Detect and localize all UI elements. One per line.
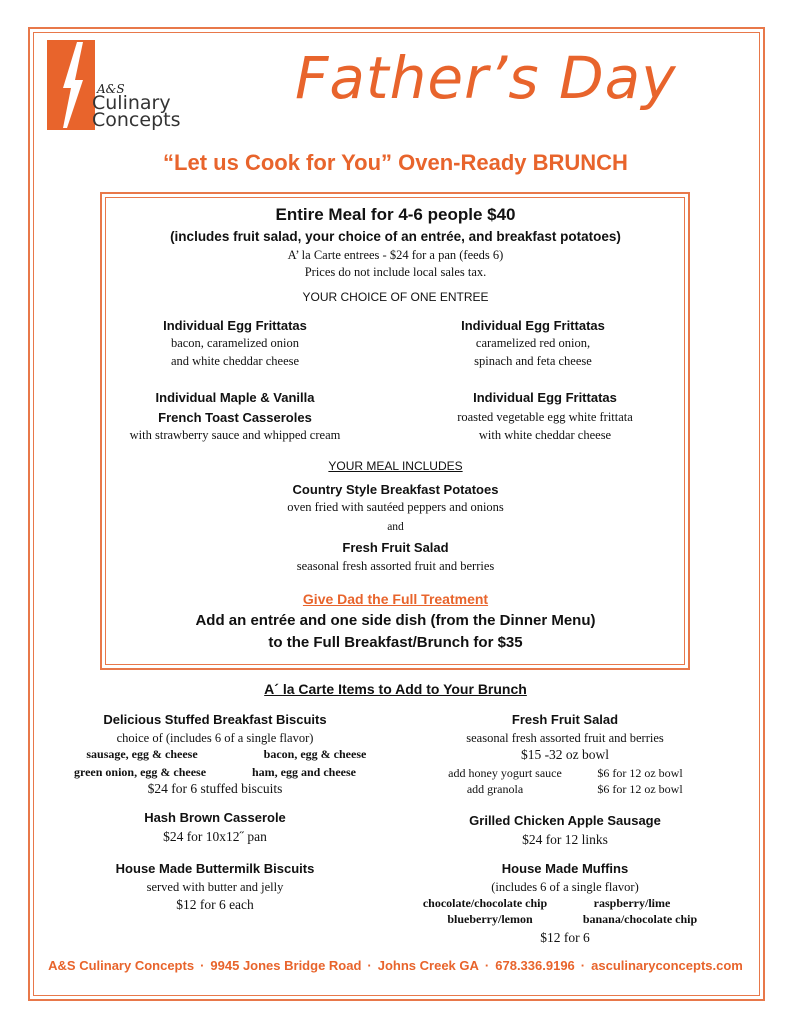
hashbrown-price: $24 for 10x12˝ pan	[163, 829, 267, 844]
entree-1-desc2: and white cheddar cheese	[170, 354, 300, 368]
entree-3-name: Individual Maple & Vanilla	[155, 390, 315, 405]
entree-2-desc2: spinach and feta cheese	[474, 354, 592, 368]
biscuit-flavor: ham, egg and cheese	[252, 765, 356, 779]
footer-separator: ·	[580, 958, 586, 973]
logo-ampersand: A&S	[97, 82, 125, 96]
entree-2-desc1: caramelized red onion,	[475, 336, 591, 350]
footer-separator: ·	[200, 958, 205, 973]
sausage-name: Grilled Chicken Apple Sausage	[469, 813, 661, 828]
meal-includes: (includes fruit salad, your choice of an entrée, and breakfast potatoes)	[170, 229, 621, 244]
muffin-flavor: blueberry/lemon	[447, 912, 533, 926]
treatment-line1: Add an entrée and one side dish (from the Dinner Menu)	[195, 612, 596, 629]
and-text: and	[387, 521, 404, 533]
page-title: Father’s Day	[295, 44, 677, 112]
muffin-flavor: banana/chocolate chip	[582, 912, 698, 926]
company-logo	[47, 40, 222, 132]
potatoes-name: Country Style Breakfast Potatoes	[292, 482, 499, 497]
fruit-salad-name: Fresh Fruit Salad	[342, 540, 449, 555]
muffin-flavor: chocolate/chocolate chip	[422, 896, 548, 910]
biscuit-flavor: green onion, egg & cheese	[73, 765, 207, 779]
muffin-flavor: raspberry/lime	[593, 896, 671, 910]
muffins-price: $12 for 6	[540, 930, 590, 945]
footer-contact	[0, 958, 791, 973]
alacarte-entree-price: A’ la Carte entrees - $24 for a pan (feeds 6)	[287, 248, 504, 262]
logo-mark-icon	[47, 40, 95, 130]
muffins-name: House Made Muffins	[501, 861, 629, 876]
fruit-salad-desc: seasonal fresh assorted fruit and berries	[296, 559, 495, 573]
choice-heading: YOUR CHOICE OF ONE ENTREE	[302, 290, 489, 304]
entree-4-desc1: roasted vegetable egg white frittata	[457, 410, 633, 424]
entree-1-desc1: bacon, caramelized onion	[170, 336, 300, 350]
footer-address: 9945 Jones Bridge Road	[210, 958, 362, 973]
fruit-addon1: add honey yogurt sauce	[448, 766, 562, 780]
buttermilk-desc: served with butter and jelly	[146, 880, 284, 894]
treatment-line2: to the Full Breakfast/Brunch for $35	[268, 634, 523, 651]
footer-phone[interactable]: 678.336.9196	[495, 958, 575, 973]
footer-separator: ·	[367, 958, 372, 973]
meal-headline: Entire Meal for 4-6 people $40	[275, 205, 516, 224]
biscuit-flavor: sausage, egg & cheese	[86, 747, 198, 761]
potatoes-desc: oven fried with sautéed peppers and onions	[287, 500, 504, 514]
entree-3-name2: French Toast Casseroles	[158, 410, 312, 425]
fruit-addon2-price: $6 for 12 oz bowl	[597, 782, 683, 796]
tax-note: Prices do not include local sales tax.	[304, 265, 487, 279]
fruit-addon1-price: $6 for 12 oz bowl	[597, 766, 683, 780]
logo-text-concepts: Concepts	[92, 109, 181, 131]
alacarte-fruit-desc: seasonal fresh assorted fruit and berries	[466, 731, 664, 745]
muffins-desc: (includes 6 of a single flavor)	[491, 880, 639, 894]
buttermilk-name: House Made Buttermilk Biscuits	[115, 861, 315, 876]
biscuits-name: Delicious Stuffed Breakfast Biscuits	[103, 712, 327, 727]
entree-3-desc1: with strawberry sauce and whipped cream	[129, 428, 341, 442]
alacarte-fruit-name: Fresh Fruit Salad	[511, 712, 619, 727]
footer-company: A&S Culinary Concepts	[48, 958, 195, 973]
entree-4-name: Individual Egg Frittatas	[473, 390, 617, 405]
page-subtitle: “Let us Cook for You” Oven-Ready BRUNCH	[163, 150, 628, 175]
entree-4-desc2: with white cheddar cheese	[478, 428, 612, 442]
footer-city: Johns Creek GA	[377, 958, 479, 973]
entree-2-name: Individual Egg Frittatas	[461, 318, 605, 333]
logo-text-culinary: Culinary	[92, 92, 171, 114]
alacarte-fruit-price: $15 -32 oz bowl	[520, 747, 610, 762]
entree-1-name: Individual Egg Frittatas	[163, 318, 307, 333]
biscuits-price: $24 for 6 stuffed biscuits	[147, 781, 283, 796]
biscuits-desc: choice of (includes 6 of a single flavor)	[116, 731, 314, 745]
includes-heading: YOUR MEAL INCLUDES	[328, 459, 463, 473]
full-treatment-link[interactable]: Give Dad the Full Treatment	[302, 591, 489, 607]
buttermilk-price: $12 for 6 each	[176, 897, 254, 912]
hashbrown-name: Hash Brown Casserole	[144, 810, 286, 825]
fruit-addon2: add granola	[466, 782, 524, 796]
sausage-price: $24 for 12 links	[522, 832, 608, 847]
footer-separator: ·	[484, 958, 490, 973]
footer-website-link[interactable]: asculinaryconcepts.com	[591, 958, 743, 973]
biscuit-flavor: bacon, egg & cheese	[263, 747, 367, 761]
alacarte-heading: A´ la Carte Items to Add to Your Brunch	[264, 681, 527, 697]
